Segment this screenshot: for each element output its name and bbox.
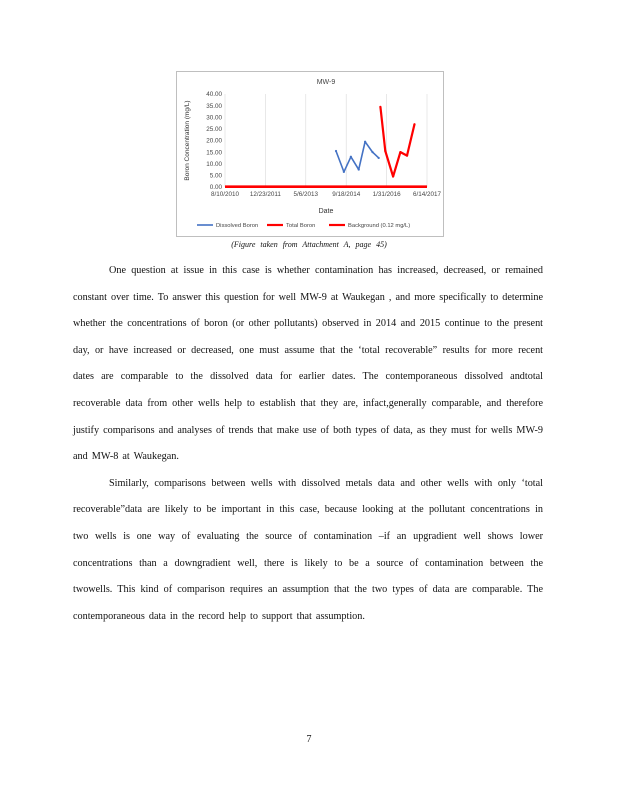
data-point xyxy=(335,150,337,152)
y-axis-label: Boron Concentration (mg/L) xyxy=(184,100,191,181)
chart-title: MW-9 xyxy=(316,79,336,86)
data-point xyxy=(406,155,408,157)
series-line xyxy=(380,107,414,177)
y-tick-label: 20.00 xyxy=(206,137,222,145)
y-tick-label: 0.00 xyxy=(209,184,222,192)
legend-label: Dissolved Boron xyxy=(216,223,259,229)
data-point xyxy=(358,168,360,170)
y-tick-label: 40.00 xyxy=(206,91,222,99)
x-tick-label: 6/14/2017 xyxy=(412,191,442,198)
x-axis-label: Date xyxy=(318,208,334,215)
y-tick-label: 25.00 xyxy=(206,126,222,134)
y-tick-label: 10.00 xyxy=(206,160,222,168)
y-tick-label: 15.00 xyxy=(206,149,222,157)
y-tick-label: 5.00 xyxy=(209,172,222,180)
x-tick-label: 8/10/2010 xyxy=(210,191,240,198)
data-point xyxy=(392,175,394,177)
paragraph: Similarly, comparisons between wells with dissolved metals data and other wells with only ‘total recoverable”data are likely to be important in this case, because looking at the pollutant concentrations in two wells is one way of evaluating the source of contamination –if an upgradient well shows lower concentrations than a downgradient well, there is likely to be a source of contamination between the twowells. This kind of comparison requires an assumption that the two types of data are comparable. The contemporaneous data in the record help to support that assumption. xyxy=(73,477,543,622)
data-point xyxy=(378,157,380,159)
data-point xyxy=(343,171,345,173)
boron-chart-figure xyxy=(176,71,444,237)
legend-label: Total Boron xyxy=(286,223,316,229)
data-point xyxy=(399,151,401,153)
legend-label: Background (0.12 mg/L) xyxy=(348,223,411,229)
page-number: 7 xyxy=(306,734,312,745)
series-line xyxy=(336,142,379,172)
data-point xyxy=(413,123,415,125)
data-point xyxy=(364,141,366,143)
x-tick-label: 5/6/2013 xyxy=(293,191,319,198)
x-tick-label: 12/23/2011 xyxy=(249,191,281,198)
data-point xyxy=(379,106,381,108)
boron-line-chart xyxy=(177,72,443,236)
figure-caption: (Figure taken from Attachment A, page 45) xyxy=(231,240,387,249)
paragraph: One question at issue in this case is whether contamination has increased, decreased, or remained constant over time. To answer this question for well MW-9 at Waukegan , and more specifically to determine whether the concentrations of boron (or other pollutants) observed in 2014 and 2015 continue to the present day, or have increased or decreased, one must assume that the ‘total recoverable” results for more recent dates are comparable to the dissolved data for earlier dates. The contemporaneous dissolved andtotal recoverable data from other wells help to establish that they are, infact,generally comparable, and therefore justify comparisons and analyses of trends that make use of both types of data, as they must for wells MW-9 and MW-8 at Waukegan. xyxy=(73,265,543,463)
x-tick-label: 9/18/2014 xyxy=(332,191,361,198)
data-point xyxy=(350,156,352,158)
x-tick-label: 1/31/2016 xyxy=(372,191,401,198)
y-tick-label: 35.00 xyxy=(206,102,222,110)
data-point xyxy=(371,151,373,153)
y-tick-label: 30.00 xyxy=(206,114,222,122)
body-text xyxy=(73,258,543,630)
data-point xyxy=(384,150,386,152)
